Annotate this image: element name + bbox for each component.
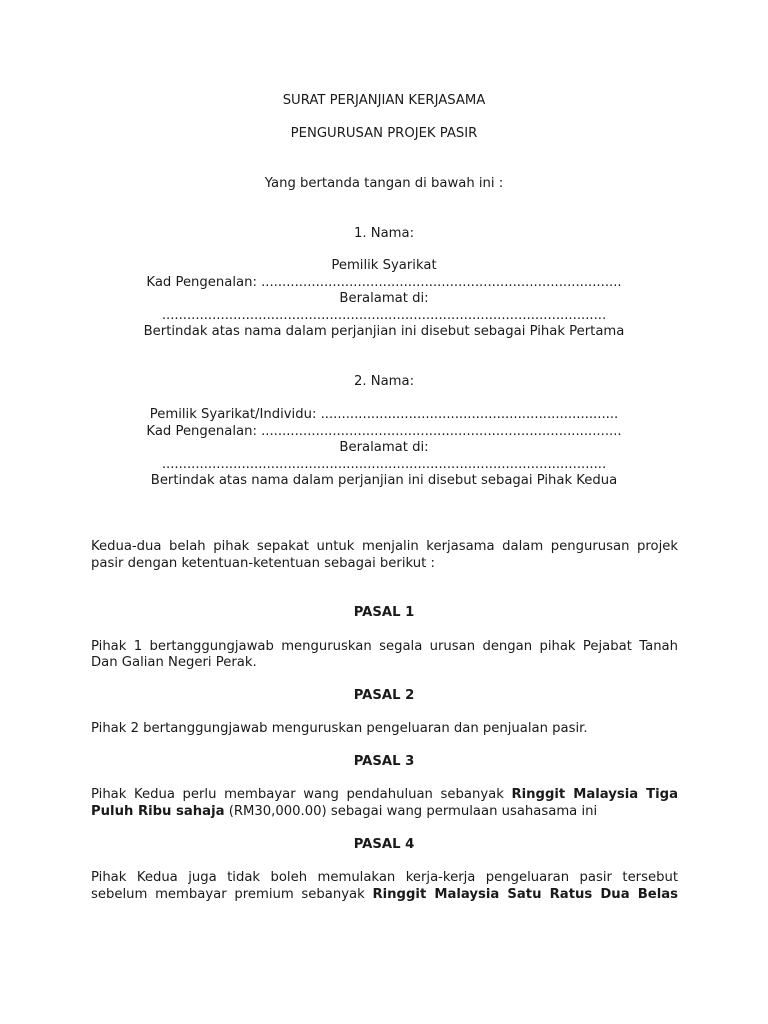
pasal1-line-2: Dan Galian Negeri Perak. [91, 655, 257, 670]
pasal4-heading: PASAL 4 [353, 837, 415, 852]
party2-address-label: Beralamat di: [339, 440, 429, 455]
party1-name: Pemilik Syarikat [331, 258, 437, 273]
pasal4-line-2-text: sebelum membayar premium sebanyak [91, 887, 373, 902]
pasal3-amount-words-1: Ringgit Malaysia Tiga [511, 787, 678, 802]
agreement-line-1: Kedua-dua belah pihak sepakat untuk menjalin kerjasama dalam pengurusan projek [91, 539, 678, 554]
agreement-line-2: pasir dengan ketentuan-ketentuan sebagai berikut : [91, 556, 435, 571]
pasal3-heading: PASAL 3 [353, 754, 415, 769]
party1-address-field: .......................................................................................................... [161, 308, 607, 323]
document-title: SURAT PERJANJIAN KERJASAMA [282, 93, 486, 108]
party1-ic-field: Kad Pengenalan: ...................................................................................... [146, 275, 622, 290]
pasal2-heading: PASAL 2 [353, 688, 415, 703]
pasal1-heading: PASAL 1 [353, 605, 415, 620]
pasal4-line-2 [91, 887, 678, 904]
intro-text: Yang bertanda tangan di bawah ini : [264, 176, 504, 191]
pasal3-line-2-text: (RM30,000.00) sebagai wang permulaan usahasama ini [224, 804, 598, 819]
pasal2-line-1: Pihak 2 bertanggungjawab menguruskan pengeluaran dan penjualan pasir. [91, 721, 588, 736]
pasal4-line-1: Pihak Kedua juga tidak boleh memulakan kerja-kerja pengeluaran pasir tersebut [91, 870, 678, 885]
party2-address-field: .......................................................................................................... [161, 457, 607, 472]
party2-name-field: Pemilik Syarikat/Individu: ....................................................................... [149, 407, 619, 422]
pasal4-amount-words: Ringgit Malaysia Satu Ratus Dua Belas [372, 887, 678, 902]
party2-role: Bertindak atas nama dalam perjanjian ini disebut sebagai Pihak Kedua [150, 473, 618, 488]
party1-address-label: Beralamat di: [339, 291, 429, 306]
document-subtitle: PENGURUSAN PROJEK PASIR [290, 126, 478, 141]
pasal3-line-1 [91, 787, 678, 804]
pasal3-line-1-text: Pihak Kedua perlu membayar wang pendahuluan sebanyak [91, 787, 512, 802]
party2-number: 2. Nama: [353, 374, 415, 389]
party1-role: Bertindak atas nama dalam perjanjian ini disebut sebagai Pihak Pertama [143, 324, 625, 339]
pasal3-line-2 [91, 804, 678, 821]
pasal1-line-1: Pihak 1 bertanggungjawab menguruskan segala urusan dengan pihak Pejabat Tanah [91, 639, 678, 654]
pasal3-amount-words-2: Puluh Ribu sahaja [91, 804, 225, 819]
party2-ic-field: Kad Pengenalan: ...................................................................................... [146, 424, 622, 439]
party1-number: 1. Nama: [353, 226, 415, 241]
